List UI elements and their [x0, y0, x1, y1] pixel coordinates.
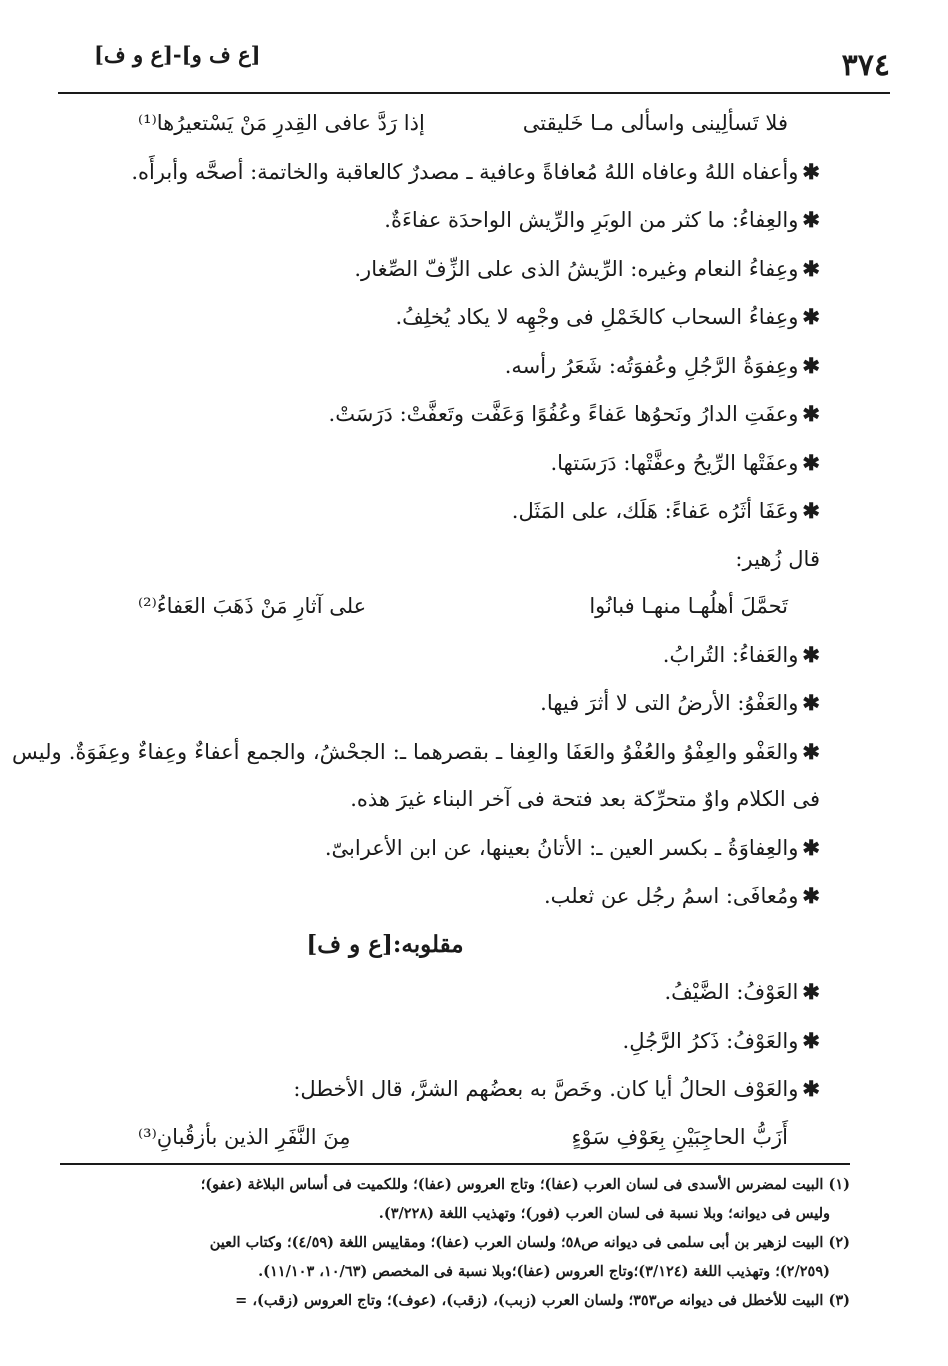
- footnotes: [60, 1170, 850, 1315]
- verse-3: [70, 1114, 820, 1162]
- entry-star-icon: ✱: [802, 641, 820, 667]
- page-header: [58, 42, 890, 94]
- entry-star-icon: ✱: [802, 401, 820, 426]
- verse-1-second-hemistich: إذا رَدَّ عافى القِدرِ مَنْ يَسْتعيرُها⁽¹⁾: [138, 111, 425, 135]
- entry-line: ✱والعِفاءُ: ما كثر من الوبَرِ والرِّيش الواحدَة عفاءَةٌ.: [384, 207, 820, 232]
- entry-star-icon: ✱: [802, 255, 820, 281]
- entry-star-icon: ✱: [802, 1076, 820, 1101]
- entry-line: ✱وعفَتِ الدارُ ونَحوُها عَفاءً وعُفُوًا وَعَفَّت وتَعفَّتْ: دَرَسَتْ.: [328, 401, 820, 426]
- entry-star-icon: ✱: [802, 738, 820, 764]
- entry-star-icon: ✱: [802, 690, 820, 715]
- page-number: ٣٧٤: [841, 48, 890, 83]
- footnote-2-line-2: (٢/٢٥٩)؛ وتهذيب اللغة (٣/١٢٤)؛وتاج العروس (عفا)؛وبلا نسبة فى المخصص (١٠/٦٣، ١١/١٠٣).: [258, 1263, 830, 1280]
- entry-star-icon: ✱: [802, 1027, 820, 1053]
- section-heading: مقلوبه:[ع و ف]: [306, 930, 464, 958]
- quote-intro: قال زُهير:: [735, 546, 820, 571]
- entry-paragraph: ✱والعَفْو والعِفْوُ والعُفْوُ والعَفَا والعِفا ـ بقصرهما ـ: الجحْشُ، والجمع أعفاءٌ وعِفاءٌ وعِفَوَةٌ. وليس فى الكلام واوٌ متحرِّكة بعد فتحة فى آخر البناء غيرَ هذه.: [12, 738, 820, 811]
- footnote-1-line-1: (١) البيت لمضرس الأسدى فى لسان العرب (عفا)؛ وتاج العروس (عفا)؛ وللكميت فى أساس البلاغة (عفو)؛: [200, 1176, 850, 1193]
- entry-star-icon: ✱: [802, 834, 820, 860]
- footnote-1-line-2: وليس فى ديوانه؛ وبلا نسبة فى لسان العرب (فور)؛ وتهذيب اللغة (٣/٢٢٨).: [378, 1205, 830, 1222]
- verse-3-first-hemistich: أَزَبُّ الحاجِبَيْنِ بِعَوْفِ سَوْءٍ: [571, 1124, 788, 1149]
- entry-line: ✱ومُعافَى: اسمُ رجُل عن ثعلب.: [543, 883, 820, 908]
- entry-line: ✱وعَفَا أثَرُه عَفاءً: هَلَك، على المَثَل.: [511, 498, 820, 523]
- entry-line: ✱والعَفاءُ: التُرابُ.: [662, 641, 820, 667]
- entry-line: ✱وعِفوَةُ الرَّجُلِ وعُفوَتُه: شَعَرُ رأسه.: [504, 352, 820, 378]
- footnote-2-line-1: (٢) البيت لزهير بن أبى سلمى فى ديوانه ص٥٨؛ ولسان العرب (عفا)؛ ومقاييس اللغة (٤/٥٩)؛ وكتاب العين: [209, 1234, 850, 1251]
- entry-star-icon: ✱: [802, 304, 820, 329]
- entry-star-icon: ✱: [802, 352, 820, 378]
- entry-line: ✱والعَوْف الحالُ أيا كان. وخَصَّ به بعضُهم الشرَّ، قال الأخطل:: [293, 1076, 820, 1101]
- entry-star-icon: ✱: [802, 158, 820, 184]
- entry-line: ✱العَوْفُ: الضَّيْفُ.: [664, 979, 820, 1004]
- entry-star-icon: ✱: [802, 498, 820, 523]
- footnote-divider: [60, 1163, 850, 1165]
- entry-star-icon: ✱: [802, 207, 820, 232]
- footnote-3-line-1: (٣) البيت للأخطل فى ديوانه ص٣٥٣؛ ولسان العرب (زبب)، (زقب)، (عوف)؛ وتاج العروس (زقب)، =: [235, 1292, 850, 1309]
- verse-1-first-hemistich: فلا تَسألِينى واسألى مـا خَليقتى: [522, 111, 788, 135]
- entry-line: ✱والعِفاوَةُ ـ بكسر العين ـ: الأتانُ بعينها، عن ابن الأعرابىّ.: [324, 834, 820, 860]
- entry-star-icon: ✱: [802, 449, 820, 475]
- verse-3-second-hemistich: مِنَ النَّفَرِ الذين بأزقُبانِ⁽³⁾: [138, 1124, 351, 1149]
- entry-star-icon: ✱: [802, 979, 820, 1004]
- running-head: [ع ف و]-[ع و ف]: [94, 42, 261, 67]
- entry-line: ✱وعِفاءُ السحاب كالخَمْلِ فى وجْهِه لا يكاد يُخلِفُ.: [395, 304, 820, 329]
- verse-2-first-hemistich: تَحمَّلَ أهلُهـا منهـا فبانُوا: [589, 594, 788, 618]
- entry-star-icon: ✱: [802, 883, 820, 908]
- verse-2: [70, 583, 820, 631]
- verse-2-second-hemistich: على آثارِ مَنْ ذَهَبَ العَفاءُ⁽²⁾: [138, 594, 367, 618]
- entry-line: ✱والعَفْوُ: الأرضُ التى لا أثرَ فيها.: [540, 690, 820, 715]
- verse-1: [70, 100, 820, 148]
- entry-line: ✱وعِفاءُ النعام وغيره: الرِّيشُ الذى على الزِّفّ الصِّغار.: [354, 255, 820, 281]
- entry-line: ✱والعَوْفُ: ذَكرُ الرَّجُلِ.: [622, 1027, 820, 1053]
- body-text: [12, 100, 820, 1161]
- entry-line: ✱وأعفاه اللهُ وعافاه اللهُ مُعافاةً وعافية ـ مصدرٌ كالعاقبة والخاتمة: أصحَّه وأبرأَه.: [131, 158, 820, 184]
- entry-line: ✱وعفَتْها الرِّيحُ وعفَّتْها: دَرَسَتها.: [550, 449, 820, 475]
